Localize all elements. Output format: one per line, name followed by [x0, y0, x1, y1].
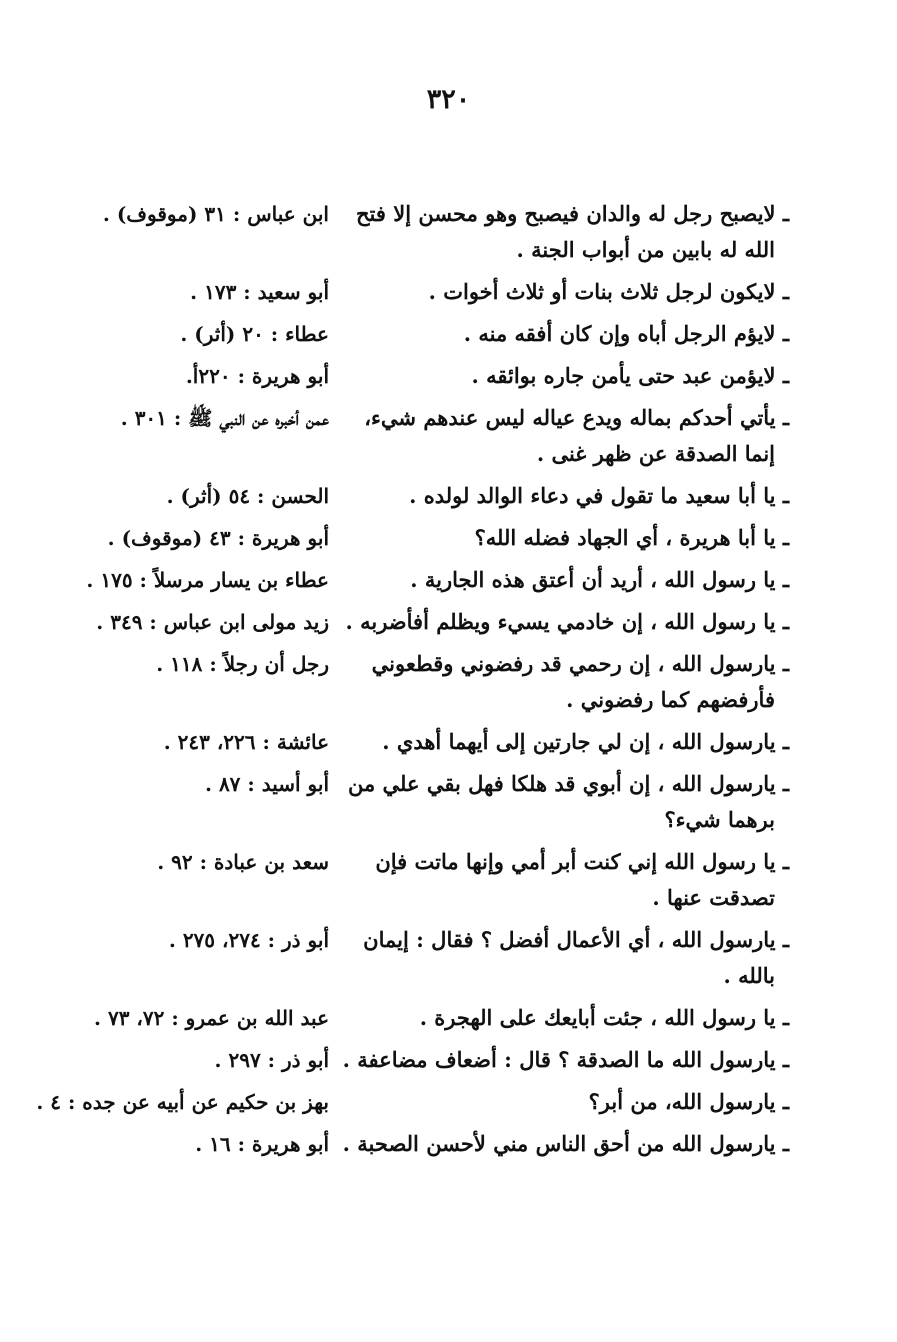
narrator-reference: أبو هريرة : ١٦ .: [195, 1132, 329, 1156]
narrator-reference: ابن عباس : ٣١ (موقوف) .: [102, 202, 329, 226]
index-entry: [29, 478, 789, 514]
index-entry: [29, 604, 789, 640]
narrator-reference: أبو هريرة : ٤٣ (موقوف) .: [107, 526, 329, 550]
index-entry: [29, 646, 789, 718]
narrator-reference: عائشة : ٢٢٦، ٢٤٣ .: [163, 730, 329, 754]
hadith-text: ـ يارسول الله ، إن أبوي قد هلكا فهل بقي علي من برهما شيء؟: [348, 771, 789, 832]
index-entry: [29, 562, 789, 598]
index-entry: [29, 400, 789, 472]
index-entry: [29, 766, 789, 838]
hadith-text: ـ يا رسول الله ، إن خادمي يسيء ويظلم أفأضربه .: [345, 609, 789, 634]
hadith-text: ـ يارسول الله، من أبر؟: [588, 1089, 789, 1114]
hadith-text: ـ يا رسول الله ، أريد أن أعتق هذه الجارية .: [410, 567, 789, 592]
narrator-reference: رجل أن رجلاً : ١١٨ .: [156, 652, 329, 676]
index-entry: [29, 844, 789, 916]
index-entry: [29, 520, 789, 556]
narrator-reference: سعد بن عبادة : ٩٢ .: [157, 850, 329, 874]
narrator-reference: عمن أخبره عن النبي ﷺ : ٣٠١ .: [120, 406, 329, 430]
hadith-text: ـ لايكون لرجل ثلاث بنات أو ثلاث أخوات .: [428, 279, 789, 304]
index-entries: [29, 196, 789, 1168]
index-entry: [29, 1126, 789, 1162]
narrator-reference: أبو ذر : ٢٧٤، ٢٧٥ .: [168, 928, 329, 952]
index-entry: [29, 1042, 789, 1078]
narrator-reference: عبد الله بن عمرو : ٧٢، ٧٣ .: [94, 1006, 329, 1030]
narrator-reference: أبو هريرة : ٢٢٠أ.: [185, 364, 329, 388]
index-entry: [29, 274, 789, 310]
narrator-reference: عطاء بن يسار مرسلاً : ١٧٥ .: [86, 568, 329, 592]
hadith-text: ـ يارسول الله ، أي الأعمال أفضل ؟ فقال : إيمان بالله .: [363, 927, 789, 988]
narrator-reference: أبو ذر : ٢٩٧ .: [214, 1048, 329, 1072]
index-entry: [29, 724, 789, 760]
hadith-text: ـ يأتي أحدكم بماله ويدع عياله ليس عندهم شيء، إنما الصدقة عن ظهر غنى .: [364, 405, 789, 466]
hadith-text: ـ لايصبح رجل له والدان فيصبح وهو محسن إلا فتح الله له بابين من أبواب الجنة .: [355, 201, 789, 262]
narrator-reference: أبو سعيد : ١٧٣ .: [190, 280, 329, 304]
narrator-reference: زيد مولى ابن عباس : ٣٤٩ .: [96, 610, 329, 634]
index-entry: [29, 358, 789, 394]
hadith-text: ـ يا أبا سعيد ما تقول في دعاء الوالد لولده .: [409, 483, 789, 508]
page-number: ٣٢٠: [426, 84, 471, 115]
narrator-reference: الحسن : ٥٤ (أثر) .: [166, 484, 329, 508]
hadith-text: ـ يارسول الله من أحق الناس مني لأحسن الصحبة .: [342, 1131, 789, 1156]
narrator-reference: أبو أسيد : ٨٧ .: [205, 772, 329, 796]
hadith-text: ـ يا رسول الله ، جئت أبايعك على الهجرة .: [419, 1005, 789, 1030]
hadith-text: ـ يا رسول الله إني كنت أبر أمي وإنها ماتت فإن تصدقت عنها .: [375, 849, 789, 910]
narrator-reference: بهز بن حكيم عن أبيه عن جده : ٤ .: [36, 1090, 329, 1114]
hadith-text: ـ لايؤم الرجل أباه وإن كان أفقه منه .: [463, 321, 789, 346]
index-entry: [29, 1084, 789, 1120]
hadith-text: ـ يارسول الله ، إن لي جارتين إلى أيهما أهدي .: [382, 729, 789, 754]
hadith-text: ـ يا أبا هريرة ، أي الجهاد فضله الله؟: [474, 525, 789, 550]
hadith-text: ـ يارسول الله ، إن رحمي قد رفضوني وقطعوني فأرفضهم كما رفضوني .: [371, 651, 789, 712]
index-entry: [29, 1000, 789, 1036]
hadith-text: ـ يارسول الله ما الصدقة ؟ قال : أضعاف مضاعفة .: [342, 1047, 789, 1072]
index-entry: [29, 196, 789, 268]
hadith-text: ـ لايؤمن عبد حتى يأمن جاره بوائقه .: [471, 363, 789, 388]
narrator-reference: عطاء : ٢٠ (أثر) .: [180, 322, 329, 346]
index-entry: [29, 316, 789, 352]
index-entry: [29, 922, 789, 994]
